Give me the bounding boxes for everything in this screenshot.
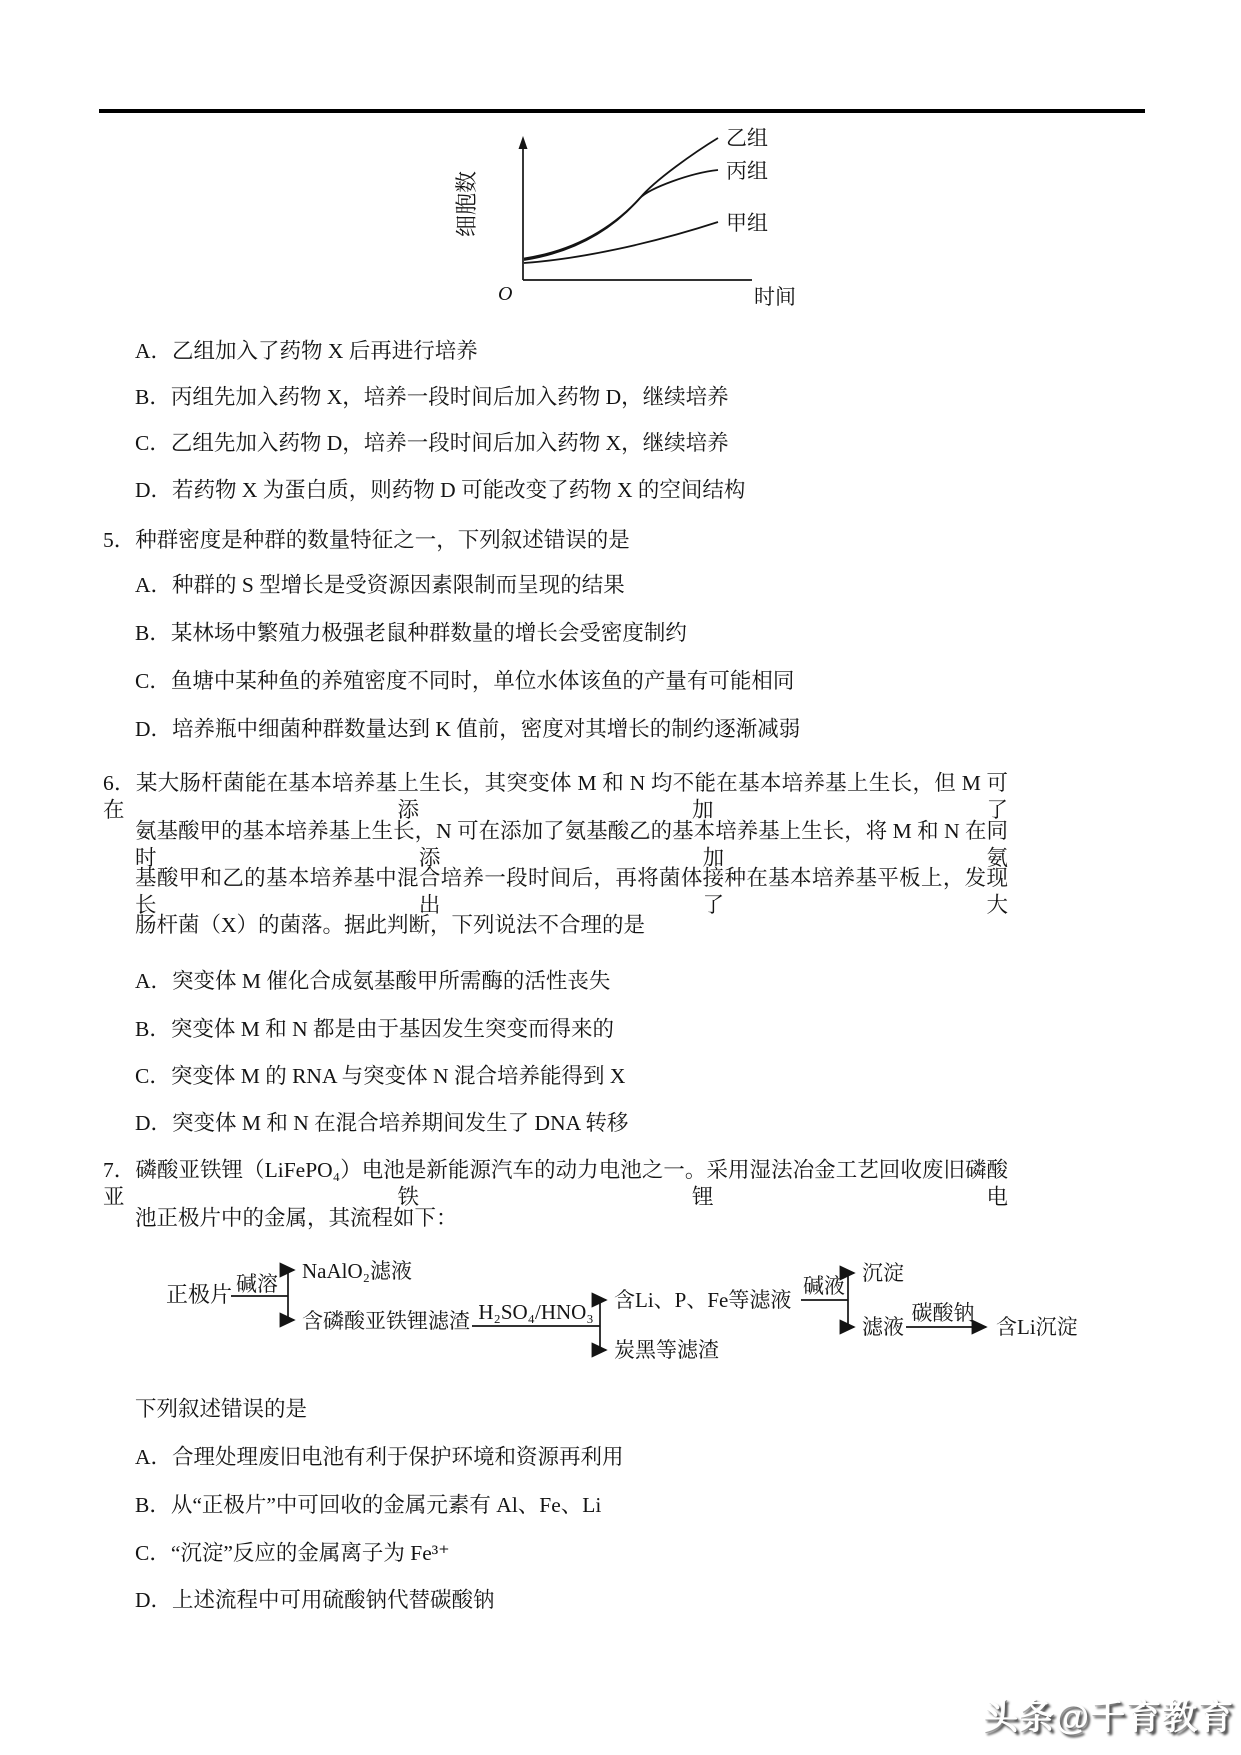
q5-option-d: D．培养瓶中细菌种群数量达到 K 值前，密度对其增长的制约逐渐减弱 xyxy=(135,717,801,741)
curve-label-jia: 甲组 xyxy=(726,211,768,235)
q4-option-c: C．乙组先加入药物 D，培养一段时间后加入药物 X，继续培养 xyxy=(135,431,729,455)
flow-out6-node: 滤液 xyxy=(862,1315,904,1339)
q4-option-b: B．丙组先加入药物 X，培养一段时间后加入药物 D，继续培养 xyxy=(135,385,729,409)
q6-stem-line-2: 氨基酸甲的基本培养基上生长，N 可在添加了氨基酸乙的基本培养基上生长，将 M 和 N 在同时添加氨 xyxy=(135,819,1008,870)
q6-option-b: B．突变体 M 和 N 都是由于基因发生突变而得来的 xyxy=(135,1017,614,1041)
flow-step2-label: H₂SO₄/HNO₃ xyxy=(478,1300,594,1324)
q7-option-d: D．上述流程中可用硫酸钠代替碳酸钠 xyxy=(135,1588,495,1612)
q4-option-d: D．若药物 X 为蛋白质，则药物 D 可能改变了药物 X 的空间结构 xyxy=(135,478,746,502)
q7-option-c: C．“沉淀”反应的金属离子为 Fe³⁺ xyxy=(135,1541,450,1565)
q5-option-a: A．种群的 S 型增长是受资源因素限制而呈现的结果 xyxy=(135,573,625,597)
growth-curve-figure xyxy=(440,112,812,316)
q6-option-d: D．突变体 M 和 N 在混合培养期间发生了 DNA 转移 xyxy=(135,1111,629,1135)
q4-option-a: A．乙组加入了药物 X 后再进行培养 xyxy=(135,339,478,363)
curve-group-jia xyxy=(524,222,718,263)
curve-group-bing xyxy=(524,170,718,259)
q6-stem-line-1: 6．某大肠杆菌能在基本培养基上生长，其突变体 M 和 N 均不能在基本培养基上生长，但 M 可在添加了 xyxy=(103,771,1008,822)
flow-out7-node: 含Li沉淀 xyxy=(996,1315,1078,1339)
curve-group-yi xyxy=(524,138,718,260)
q6-option-c: C．突变体 M 的 RNA 与突变体 N 混合培养能得到 X xyxy=(135,1064,626,1088)
figure-x-label: 时间 xyxy=(754,285,796,309)
watermark: 头条@千育教育 xyxy=(983,1698,1235,1737)
figure-y-label: 细胞数 xyxy=(454,170,479,238)
curve-label-bing: 丙组 xyxy=(726,159,768,183)
q6-stem-line-4: 肠杆菌（X）的菌落。据此判断，下列说法不合理的是 xyxy=(135,913,646,937)
flow-step3-label: 碱液 xyxy=(803,1274,845,1298)
q6-stem-line-3: 基酸甲和乙的基本培养基中混合培养一段时间后，再将菌体接种在基本培养基平板上，发现长出了大 xyxy=(135,866,1008,917)
q7-stem-line-2: 池正极片中的金属，其流程如下： xyxy=(135,1206,458,1230)
q7-stem-line-1: 7．磷酸亚铁锂（LiFePO₄）电池是新能源汽车的动力电池之一。采用湿法冶金工艺回收废旧磷酸亚铁锂电 xyxy=(103,1158,1008,1209)
q5-option-b: B．某林场中繁殖力极强老鼠种群数量的增长会受密度制约 xyxy=(135,621,687,645)
flow-out1-node: NaAlO₂滤液 xyxy=(302,1259,412,1283)
q5-stem: 5．种群密度是种群的数量特征之一，下列叙述错误的是 xyxy=(103,528,630,552)
figure-origin-label: O xyxy=(498,283,513,305)
flow-out2-node: 含磷酸亚铁锂滤渣 xyxy=(302,1309,470,1333)
flow-start-node: 正极片 xyxy=(166,1282,233,1307)
flow-step1-label: 碱溶 xyxy=(236,1272,278,1296)
flow-step4-label: 碳酸钠 xyxy=(911,1301,975,1325)
flow-out3-node: 含Li、P、Fe等滤液 xyxy=(614,1288,792,1312)
q7-option-a: A．合理处理废旧电池有利于保护环境和资源再利用 xyxy=(135,1445,624,1469)
flow-out5-node: 沉淀 xyxy=(862,1261,904,1285)
q7-question-line: 下列叙述错误的是 xyxy=(135,1397,308,1421)
q5-option-c: C．鱼塘中某种鱼的养殖密度不同时，单位水体该鱼的产量有可能相同 xyxy=(135,669,795,693)
q7-option-b: B．从“正极片”中可回收的金属元素有 Al、Fe、Li xyxy=(135,1493,602,1517)
flow-out4-node: 炭黑等滤渣 xyxy=(614,1338,719,1362)
q6-option-a: A．突变体 M 催化合成氨基酸甲所需酶的活性丧失 xyxy=(135,969,611,993)
recycling-flow-diagram xyxy=(140,1255,1120,1370)
curve-label-yi: 乙组 xyxy=(726,126,768,150)
